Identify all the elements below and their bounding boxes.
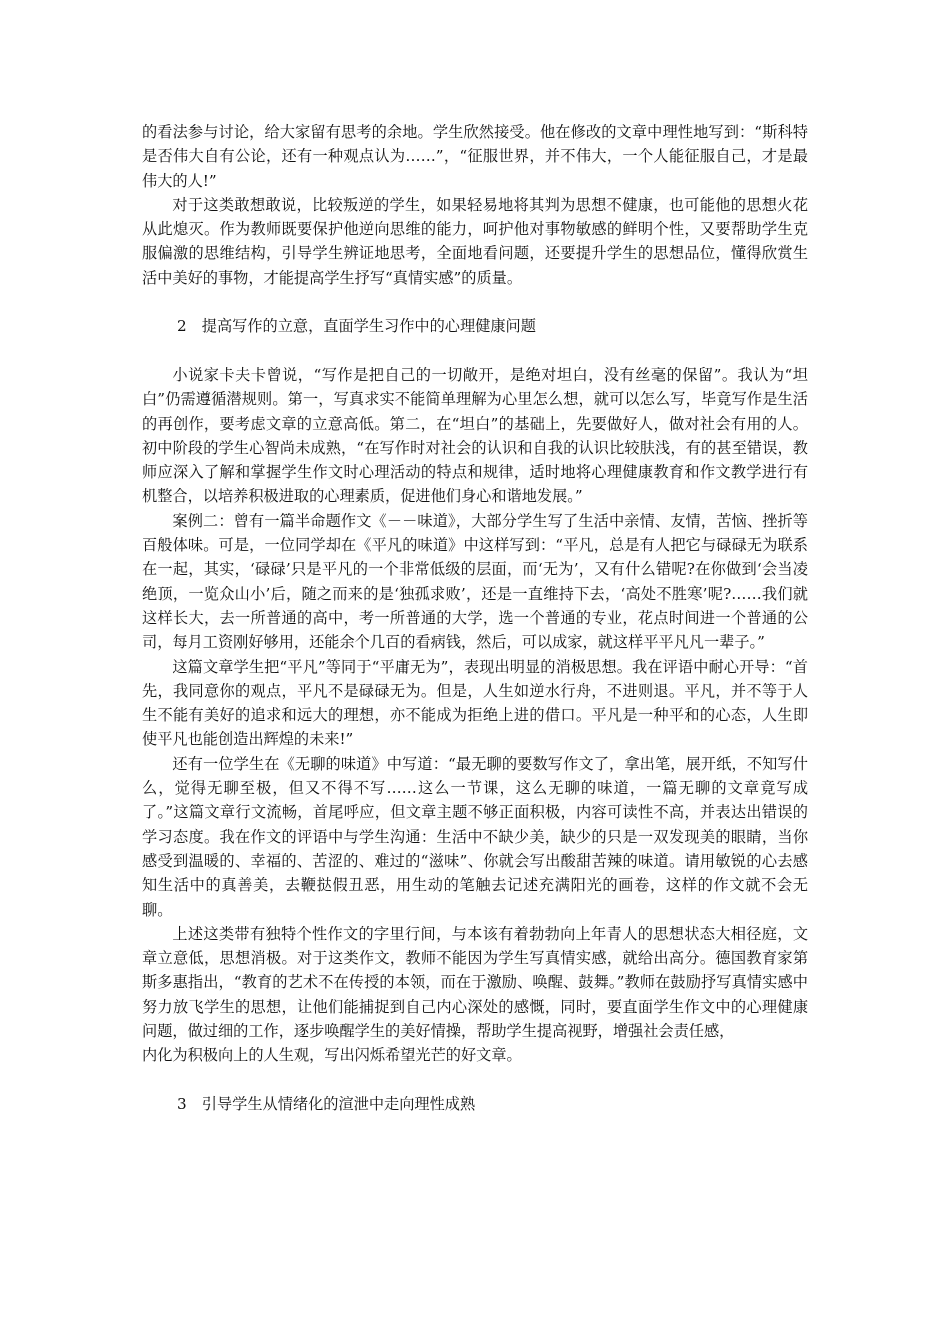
paragraph: 小说家卡夫卡曾说，“写作是把自己的一切敞开，是绝对坦白，没有丝毫的保留”。我认为“坦白”仍需遵循潜规则。第一，写真求实不能简单理解为心里怎么想，就可以怎么写，毕竟写作是生活的再创作，要考虑文章的立意高低。第二，在“坦白”的基础上，先要做好人，做对社会有用的人。初中阶段的学生心智尚未成熟，“在写作时对社会的认识和自我的认识比较肤浅，有的甚至错误，教师应深入了解和掌握学生作文时心理活动的特点和规律，适时地将心理健康教育和作文教学进行有机整合，以培养积极进取的心理素质，促进他们身心和谐地发展。” bbox=[142, 365, 808, 506]
section-heading: 2 提高写作的立意，直面学生习作中的心理健康问题 bbox=[176, 317, 536, 336]
paragraph: 的看法参与讨论，给大家留有思考的余地。学生欣然接受。他在修改的文章中理性地写到：“斯科特是否伟大自有公论，还有一种观点认为……”，“征服世界，并不伟大，一个人能征服自己，才是最伟大的人!” bbox=[142, 123, 808, 190]
paragraph: 还有一位学生在《无聊的味道》中写道：“最无聊的要数写作文了，拿出笔，展开纸，不知写什么，觉得无聊至极，但又不得不写……这么一节课，这么无聊的味道，一篇无聊的文章竟写成了。”这篇文章行文流畅，首尾呼应，但文章主题不够正面积极，内容可读性不高，并表达出错误的学习态度。我在作文的评语中与学生沟通：生活中不缺少美，缺少的只是一双发现美的眼睛，当你感受到温暖的、幸福的、苦涩的、难过的“滋味”、你就会写出酸甜苦辣的味道。请用敏锐的心去感知生活中的真善美，去鞭挞假丑恶，用生动的笔触去记述充满阳光的画卷，这样的作文就不会无聊。 bbox=[142, 754, 808, 919]
paragraph: 对于这类敢想敢说，比较叛逆的学生，如果轻易地将其判为思想不健康，也可能他的思想火花从此熄灭。作为教师既要保护他逆向思维的能力，呵护他对事物敏感的鲜明个性，又要帮助学生克服偏激的思维结构，引导学生辨证地思考，全面地看问题，还要提升学生的思想品位，懂得欣赏生活中美好的事物，才能提高学生抒写“真情实感”的质量。 bbox=[142, 195, 808, 287]
paragraph: 内化为积极向上的人生观，写出闪烁希望光芒的好文章。 bbox=[142, 1046, 522, 1065]
section-heading: 3 引导学生从情绪化的渲泄中走向理性成熟 bbox=[176, 1094, 476, 1113]
paragraph: 上述这类带有独特个性作文的字里行间，与本该有着勃勃向上年青人的思想状态大相径庭，文章立意低，思想消极。对于这类作文，教师不能因为学生写真情实感，就给出高分。德国教育家第斯多惠指出，“教育的艺术不在传授的本领，而在于激励、唤醒、鼓舞。”教师在鼓励抒写真情实感中努力放飞学生的思想，让他们能捕捉到自己内心深处的感慨，同时，要直面学生作文中的心理健康问题，做过细的工作，逐步唤醒学生的美好情操，帮助学生提高视野，增强社会责任感， bbox=[142, 924, 808, 1040]
paragraph: 这篇文章学生把“平凡”等同于“平庸无为”，表现出明显的消极思想。我在评语中耐心开导：“首先，我同意你的观点，平凡不是碌碌无为。但是，人生如逆水行舟，不进则退。平凡，并不等于人生不能有美好的追求和远大的理想，亦不能成为拒绝上进的借口。平凡是一种平和的心态，人生即使平凡也能创造出辉煌的未来!” bbox=[142, 657, 808, 749]
document-body bbox=[142, 120, 808, 1116]
paragraph: 案例二：曾有一篇半命题作文《－－味道》，大部分学生写了生活中亲情、友情，苦恼、挫折等百般体味。可是，一位同学却在《平凡的味道》中这样写到：“平凡，总是有人把它与碌碌无为联系在一起，其实，‘碌碌’只是平凡的一个非常低级的层面，而‘无为’，又有什么错呢?在你做到‘会当凌绝顶，一览众山小’后，随之而来的是‘独孤求败’，还是一直维持下去，‘高处不胜寒’呢?……我们就这样长大，去一所普通的高中，考一所普通的大学，选一个普通的专业，花点时间进一个普通的公司，每月工资刚好够用，还能余个几百的看病钱，然后，可以成家，就这样平平凡凡一辈子。” bbox=[142, 511, 808, 652]
